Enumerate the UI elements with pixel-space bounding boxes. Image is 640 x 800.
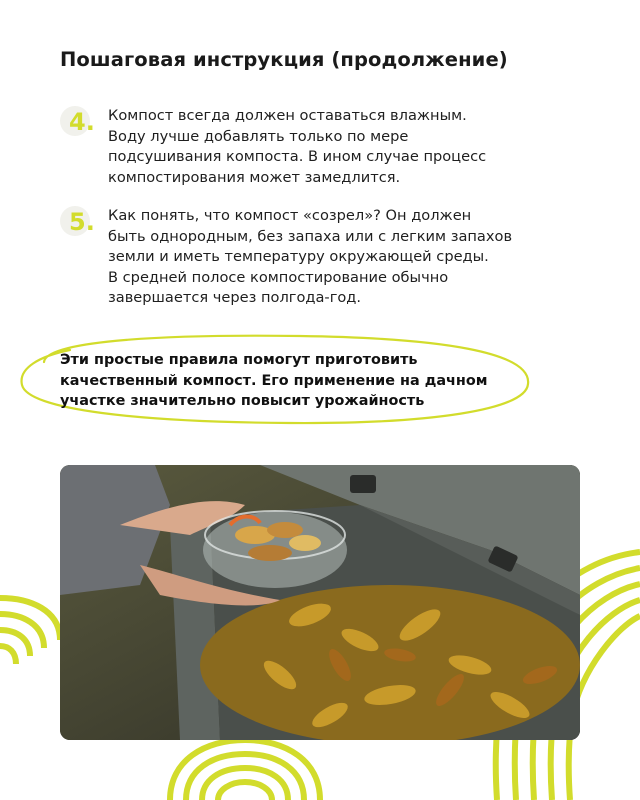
summary-line: участке значительно повысит урожайность <box>60 393 425 409</box>
step-5-line: быть однородным, без запаха или с легким запахов <box>108 227 513 245</box>
step-4 <box>60 106 540 196</box>
step-4-line: подсушивания компоста. В ином случае процесс <box>108 148 487 165</box>
page-title: Пошаговая инструкция (продолжение) <box>60 48 508 71</box>
step-5-text <box>108 206 538 309</box>
step-5-line: Как понять, что компост «созрел»? Он должен <box>108 207 472 224</box>
summary-line: качественный компост. Его применение на дачном <box>60 372 488 389</box>
step-5-number: 5. <box>69 208 95 236</box>
summary-text <box>60 350 530 412</box>
step-4-line: Компост всегда должен оставаться влажным. <box>108 107 467 124</box>
summary-line: Эти простые правила помогут приготовить <box>60 352 418 368</box>
step-5-line: завершается через полгода-год. <box>108 289 362 306</box>
step-4-number: 4. <box>69 108 95 136</box>
step-5 <box>60 206 540 316</box>
step-4-line: компостирования может замедлится. <box>108 168 401 186</box>
compost-illustration <box>60 465 580 740</box>
step-4-text <box>108 106 538 188</box>
step-4-line: Воду лучше добавлять только по мере <box>108 127 409 145</box>
compost-photo <box>60 465 580 740</box>
step-5-line: В средней полосе компостирование обычно <box>108 268 449 286</box>
step-5-line: земли и иметь температуру окружающей среды. <box>108 248 489 265</box>
